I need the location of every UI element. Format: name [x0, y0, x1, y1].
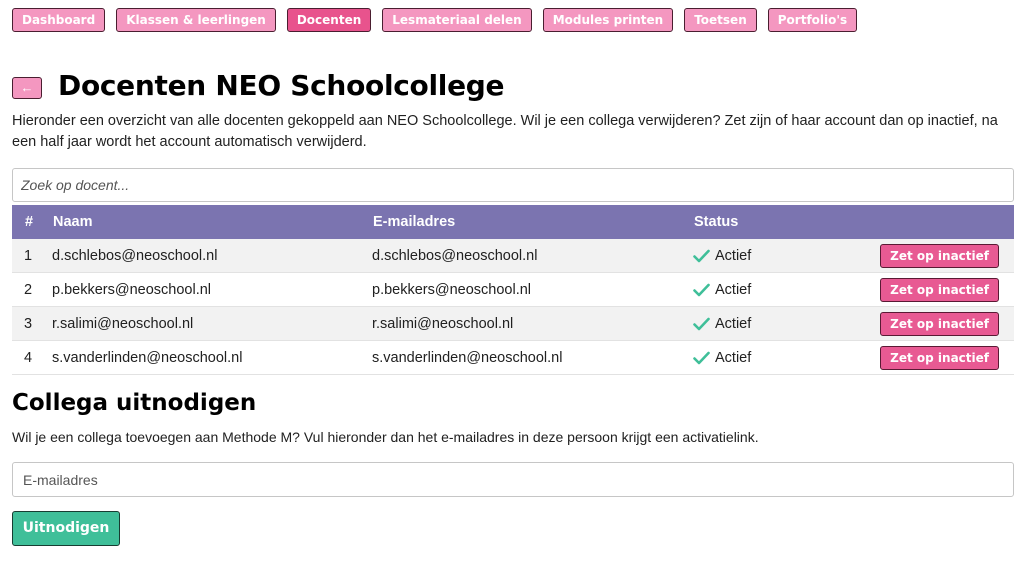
nav-docenten[interactable]: Docenten — [287, 8, 371, 32]
check-icon — [693, 317, 710, 331]
arrow-left-icon: ← — [20, 80, 34, 95]
row-email: s.vanderlinden@neoschool.nl — [372, 349, 563, 366]
row-name: p.bekkers@neoschool.nl — [52, 281, 212, 298]
row-num: 3 — [24, 315, 33, 332]
row-name: r.salimi@neoschool.nl — [52, 315, 194, 332]
status-text: Actief — [715, 349, 752, 366]
nav-dashboard[interactable]: Dashboard — [12, 8, 105, 32]
status-text: Actief — [715, 281, 752, 298]
status-text: Actief — [715, 247, 752, 264]
set-inactive-button[interactable]: Zet op inactief — [880, 346, 999, 370]
top-nav — [12, 8, 857, 32]
row-name: d.schlebos@neoschool.nl — [52, 247, 218, 264]
row-name: s.vanderlinden@neoschool.nl — [52, 349, 243, 366]
nav-lesmateriaal-delen[interactable]: Lesmateriaal delen — [382, 8, 531, 32]
header-email: E-mailadres — [373, 214, 456, 230]
set-inactive-button[interactable]: Zet op inactief — [880, 244, 999, 268]
row-status — [693, 350, 873, 366]
row-num: 4 — [24, 349, 33, 366]
row-email: p.bekkers@neoschool.nl — [372, 281, 532, 298]
check-icon — [693, 283, 710, 297]
nav-klassen-leerlingen[interactable]: Klassen & leerlingen — [116, 8, 276, 32]
search-input[interactable] — [12, 168, 1014, 202]
row-status — [693, 248, 873, 264]
row-email: r.salimi@neoschool.nl — [372, 315, 514, 332]
nav-toetsen[interactable]: Toetsen — [684, 8, 757, 32]
intro-text: Hieronder een overzicht van alle docenten gekoppeld aan NEO Schoolcollege. Wil je een collega verwijderen? Zet zijn of haar account dan op inactief, na een half jaar wordt het account automatisch verwijderd. — [12, 113, 998, 150]
invite-text: Wil je een collega toevoegen aan Methode M? Vul hieronder dan het e-mailadres in deze persoon krijgt een activatielink. — [12, 429, 759, 445]
table-header — [12, 205, 1014, 239]
set-inactive-button[interactable]: Zet op inactief — [880, 278, 999, 302]
row-email: d.schlebos@neoschool.nl — [372, 247, 538, 264]
header-num: # — [25, 214, 34, 230]
check-icon — [693, 351, 710, 365]
email-input[interactable] — [12, 462, 1014, 497]
row-num: 1 — [24, 247, 33, 264]
nav-modules-printen[interactable]: Modules printen — [543, 8, 673, 32]
table-row — [12, 341, 1014, 375]
row-status — [693, 316, 873, 332]
row-num: 2 — [24, 281, 33, 298]
header-name: Naam — [53, 214, 93, 230]
row-status — [693, 282, 873, 298]
table-row — [12, 239, 1014, 273]
invite-title: Collega uitnodigen — [12, 390, 257, 416]
status-text: Actief — [715, 315, 752, 332]
back-button[interactable] — [12, 77, 42, 99]
nav-portfolios[interactable]: Portfolio's — [768, 8, 857, 32]
invite-button[interactable]: Uitnodigen — [12, 511, 120, 546]
table-row — [12, 307, 1014, 341]
check-icon — [693, 249, 710, 263]
table-row — [12, 273, 1014, 307]
set-inactive-button[interactable]: Zet op inactief — [880, 312, 999, 336]
page-title: Docenten NEO Schoolcollege — [58, 69, 505, 102]
teachers-table — [12, 205, 1014, 375]
header-status: Status — [694, 214, 739, 230]
